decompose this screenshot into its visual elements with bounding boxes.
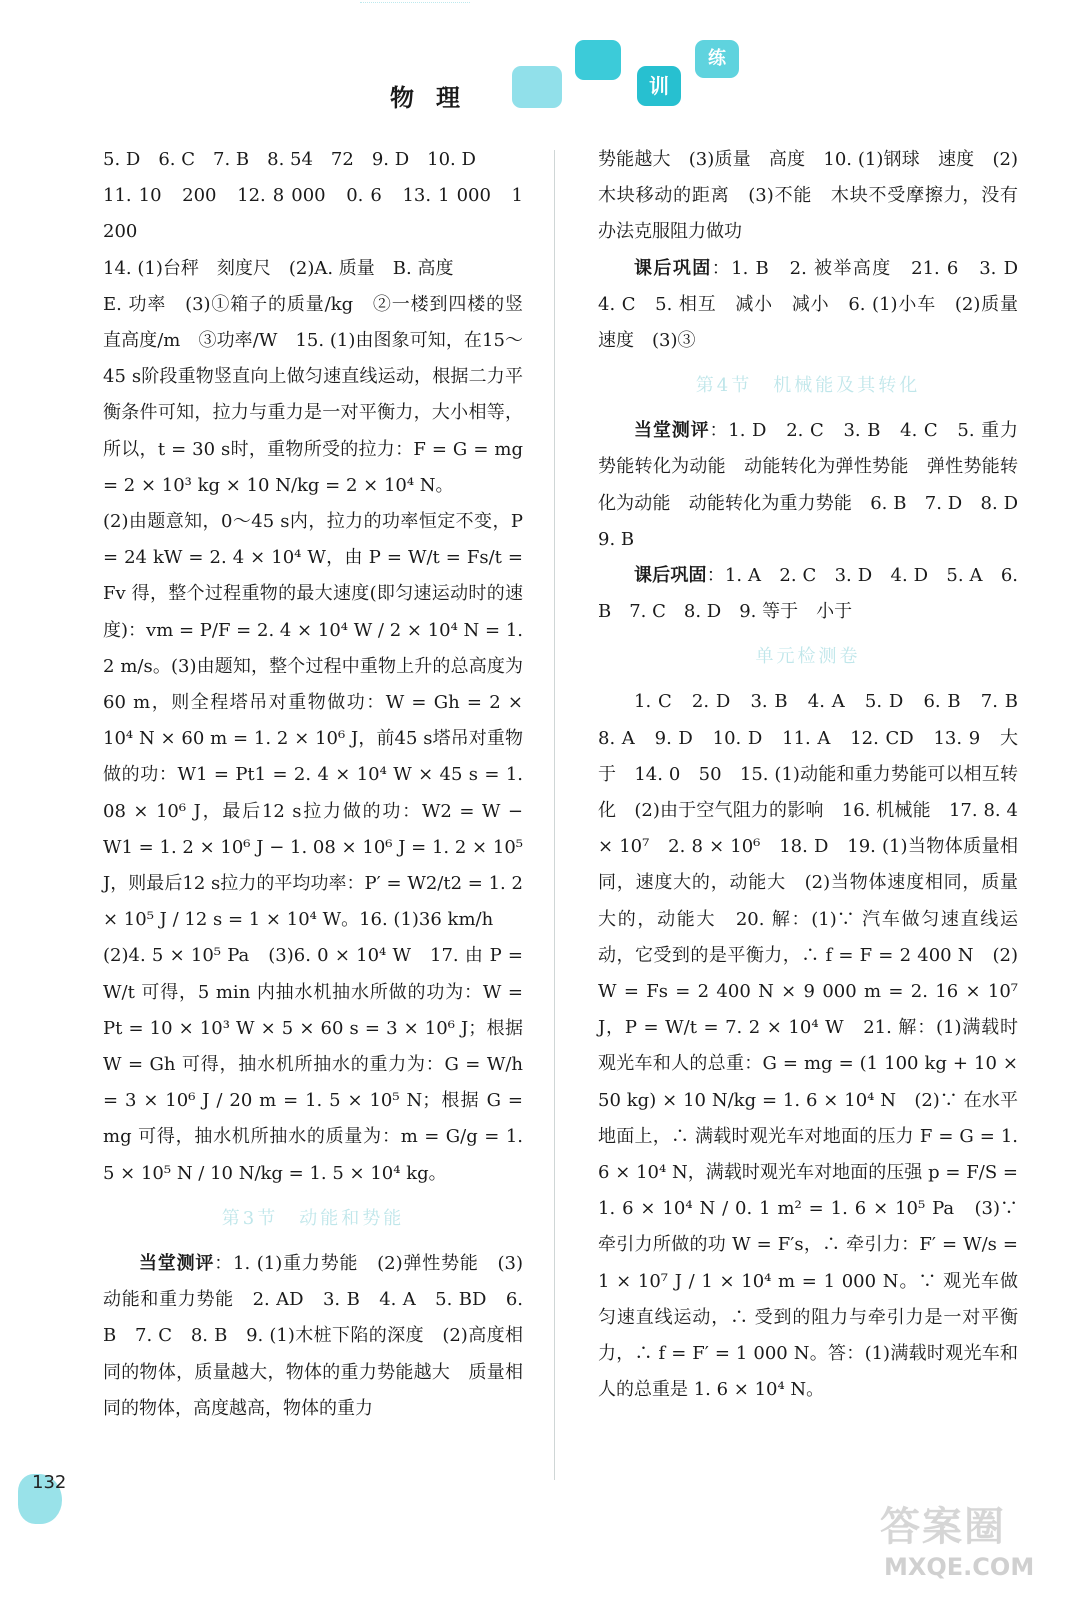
header-tile-3: 训 <box>637 66 681 106</box>
answer-paragraph <box>598 558 1018 630</box>
answer-line: 5. D 6. C 7. B 8. 54 72 9. D 10. D <box>103 149 476 170</box>
watermark-text: 答案圈 <box>880 1504 1006 1550</box>
header-tile-2 <box>575 40 621 80</box>
answer-text: ：1. D 2. C 3. B 4. C 5. 重力势能转化为动能 动能转化为弹性势能 弹性势能转化为动能 动能转化为重力势能 6. B 7. D 8. D 9. B <box>598 420 1036 550</box>
answer-text: ：1. B 2. 被举高度 21. 6 3. D 4. C 5. 相互 减小 减小 6. (1)小车 (2)质量 速度 (3)③ <box>598 257 1036 352</box>
answer-text: ：1. A 2. C 3. D 4. D 5. A 6. B 7. C 8. D 9. 等于 小于 <box>598 565 1018 623</box>
answer-paragraph: (2)由题意知，0～45 s内，拉力的功率恒定不变，P = 24 kW = 2. 4 × 10⁴ W，由 P = W/t = Fs/t = Fv 得，整个过程重物的最大速度(即匀速运动时的速度)：vm = P/F = 2. 4 × 10⁴ W / 2 × 10⁴ N = 1. 2 m/s。(3)由题知，整个过程中重物上升的总高度为60 m，则全程塔吊对重物做功：W = Gh = 2 × 10⁴ N × 60 m = 1. 2 × 10⁶ J，前45 s塔吊对重物做的功：W1 = Pt1 = 2. 4 × 10⁴ W × 45 s = 1. 08 × 10⁶ J，最后12 s拉力做的功：W2 = W − W1 = 1. 2 × 10⁶ J − 1. 08 × 10⁶ J = 1. 2 × 10⁵ J，则最后12 s拉力的平均功率：P′ = W2/t2 = 1. 2 × 10⁵ J / 12 s = 1 × 10⁴ W。16. (1)36 km/h <box>103 511 523 931</box>
answer-text: ：1. (1)重力势能 (2)弹性势能 (3)动能和重力势能 2. AD 3. B 4. A 5. BD 6. B 7. C 8. B 9. (1)木桩下陷的深度 (2)高度相同的物体，质量越大，物体的重力势能越大 质量相同的物体，高度越高，物体的重力 <box>103 1252 523 1419</box>
header-tile-1 <box>512 66 562 108</box>
subject-title: 物理 <box>390 84 482 112</box>
section-title: 第3节 动能和势能 <box>221 1207 405 1229</box>
right-column <box>598 142 1036 1409</box>
answer-paragraph <box>598 251 1036 360</box>
page-number: 132 <box>32 1472 67 1493</box>
watermark-logo <box>870 1495 1060 1595</box>
section-title: 单元检测卷 <box>755 646 861 668</box>
answer-line: 11. 10 200 12. 8 000 0. 6 13. 1 000 1 200 <box>103 185 523 243</box>
header-decoration <box>360 2 470 23</box>
page-header <box>0 0 1071 130</box>
answer-paragraph: E. 功率 (3)①箱子的质量/kg ②一楼到四楼的竖直高度/m ③功率/W 15. (1)由图象可知，在15～45 s阶段重物竖直向上做匀速直线运动，根据二力平衡条件可知，拉力与重力是一对平衡力，大小相等，所以，t = 30 s时，重物所受的拉力：F = G = mg = 2 × 10³ kg × 10 N/kg = 2 × 10⁴ N。 <box>103 293 523 496</box>
section-label: 当堂测评 <box>139 1252 215 1274</box>
section-title: 第4节 机械能及其转化 <box>695 375 921 397</box>
left-column <box>103 142 523 1427</box>
section-label: 当堂测评 <box>634 420 710 442</box>
page-number-badge <box>18 1468 98 1548</box>
answer-paragraph: (2)4. 5 × 10⁵ Pa (3)6. 0 × 10⁴ W 17. 由 P = W/t 可得，5 min 内抽水机抽水所做的功为：W = Pt = 10 × 10³ W × 5 × 60 s = 3 × 10⁶ J；根据 W = Gh 可得，抽水机所抽水的重力为：G = W/h = 3 × 10⁶ J / 20 m = 1. 5 × 10⁵ N；根据 G = mg 可得，抽水机所抽水的质量为：m = G/g = 1. 5 × 10⁵ N / 10 N/kg = 1. 5 × 10⁴ kg。 <box>103 945 523 1184</box>
header-tile-4: 练 <box>695 40 739 78</box>
answer-line: 14. (1)台秤 刻度尺 (2)A. 质量 B. 高度 <box>103 257 454 279</box>
answer-paragraph <box>598 413 1036 558</box>
answer-paragraph: 1. C 2. D 3. B 4. A 5. D 6. B 7. B 8. A 9. D 10. D 11. A 12. CD 13. 9 大于 14. 0 50 15. (1)动能和重力势能可以相互转化 (2)由于空气阻力的影响 16. 机械能 17. 8. 4 × 10⁷ 2. 8 × 10⁶ 18. D 19. (1)当物体质量相同，速度大的，动能大 (2)当物体速度相同，质量大的，动能大 20. 解：(1)∵ 汽车做匀速直线运动，它受到的是平衡力，∴ f = F = 2 400 N (2) W = Fs = 2 400 N × 9 000 m = 2. 16 × 10⁷ J，P = W/t = 7. 2 × 10⁴ W 21. 解：(1)满载时观光车和人的总重：G = mg = (1 100 kg + 10 × 50 kg) × 10 N/kg = 1. 6 × 10⁴ N (2)∵ 在水平地面上，∴ 满载时观光车对地面的压力 F = G = 1. 6 × 10⁴ N，满载时观光车对地面的压强 p = F/S = 1. 6 × 10⁴ N / 0. 1 m² = 1. 6 × 10⁵ Pa (3)∵ 牵引力所做的功 W = F′s，∴ 牵引力：F′ = W/s = 1 × 10⁷ J / 1 × 10⁴ m = 1 000 N。∵ 观光车做匀速直线运动，∴ 受到的阻力与牵引力是一对平衡力，∴ f = F′ = 1 000 N。答：(1)满载时观光车和人的总重是 1. 6 × 10⁴ N。 <box>598 691 1036 1401</box>
section-label: 课后巩固 <box>634 565 707 587</box>
answer-paragraph: 势能越大 (3)质量 高度 10. (1)钢球 速度 (2)木块移动的距离 (3)不能 木块不受摩擦力，没有办法克服阻力做功 <box>598 149 1018 243</box>
column-divider <box>554 150 555 1480</box>
section-label: 课后巩固 <box>634 257 712 279</box>
watermark-url: MXQE.COM <box>884 1553 1035 1581</box>
answer-paragraph <box>103 1246 523 1427</box>
